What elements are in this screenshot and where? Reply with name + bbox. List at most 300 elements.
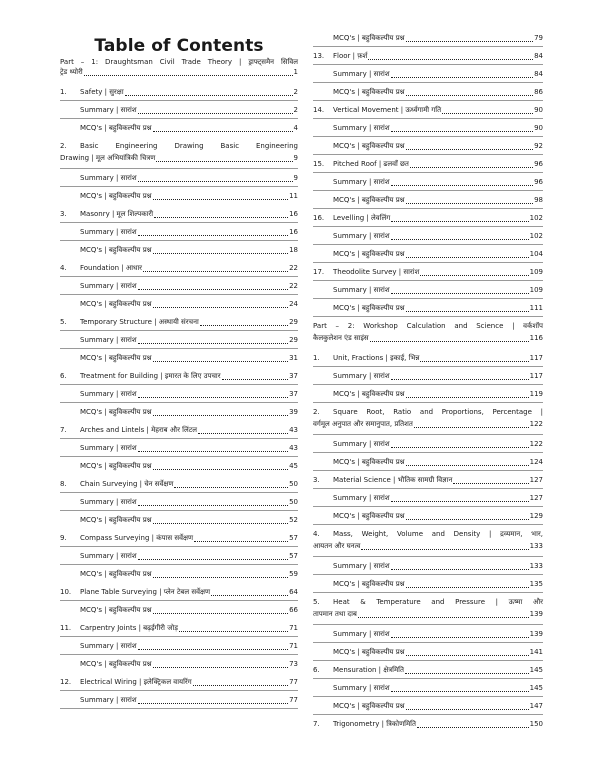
divider	[60, 294, 298, 295]
chapter-number: 17.	[313, 268, 325, 276]
toc-mcq-entry[interactable]	[313, 390, 543, 399]
divider	[313, 154, 543, 155]
part-1-heading[interactable]	[60, 68, 298, 77]
page-number: 50	[289, 498, 298, 506]
page-number: 22	[289, 264, 298, 272]
chapter-title: Levelling | लेवलिंग	[333, 214, 391, 222]
divider	[313, 280, 543, 281]
toc-summary-entry[interactable]	[313, 684, 543, 693]
page-number: 64	[289, 588, 298, 596]
page-number: 116	[529, 334, 543, 342]
chapter-number: 11.	[60, 624, 72, 632]
mcq-label: MCQ's | बहुविकल्पीय प्रश्न	[333, 580, 405, 588]
page-number: 43	[289, 444, 298, 452]
chapter-number: 12.	[60, 678, 72, 686]
divider	[60, 186, 298, 187]
summary-label: Summary | सारांश	[80, 106, 137, 114]
toc-mcq-entry[interactable]	[313, 304, 543, 313]
mcq-label: MCQ's | बहुविकल्पीय प्रश्न	[333, 196, 405, 204]
summary-label: Summary | सारांश	[333, 178, 390, 186]
toc-summary-entry[interactable]	[313, 178, 543, 187]
mcq-label: MCQ's | बहुविकल्पीय प्रश्न	[333, 458, 405, 466]
divider	[313, 262, 543, 263]
page-number: 59	[289, 570, 298, 578]
mcq-label: MCQ's | बहुविकल्पीय प्रश्न	[80, 606, 152, 614]
page-number: 104	[529, 250, 543, 258]
toc-summary-entry[interactable]	[60, 336, 298, 345]
divider	[313, 574, 543, 575]
page-number: 71	[289, 624, 298, 632]
page-number: 37	[289, 372, 298, 380]
page-number: 92	[534, 142, 543, 150]
toc-mcq-entry[interactable]	[60, 354, 298, 363]
chapter-title-line-1[interactable]	[313, 530, 543, 539]
page-number: 9	[293, 154, 298, 162]
mcq-label: MCQ's | बहुविकल्पीय प्रश्न	[80, 354, 152, 362]
toc-chapter[interactable]	[60, 372, 298, 381]
chapter-number: 2.	[60, 142, 67, 150]
divider	[60, 456, 298, 457]
page-number: 133	[529, 542, 543, 550]
divider	[60, 222, 298, 223]
divider	[313, 624, 543, 625]
toc-chapter[interactable]	[60, 678, 298, 687]
divider	[60, 118, 298, 119]
divider	[313, 592, 543, 593]
summary-label: Summary | सारांश	[80, 444, 137, 452]
summary-label: Summary | सारांश	[80, 282, 137, 290]
chapter-number: 6.	[60, 372, 67, 380]
toc-chapter[interactable]	[60, 210, 298, 219]
page-number: 29	[289, 318, 298, 326]
chapter-title: Theodolite Survey | सारांश	[333, 268, 420, 276]
mcq-label: MCQ's | बहुविकल्पीय प्रश्न	[333, 250, 405, 258]
toc-summary-entry[interactable]	[60, 444, 298, 453]
mcq-label: MCQ's | बहुविकल्पीय प्रश्न	[333, 88, 405, 96]
summary-label: Summary | सारांश	[80, 642, 137, 650]
page-number: 24	[289, 300, 298, 308]
chapter-number: 1.	[313, 354, 320, 362]
toc-chapter[interactable]	[313, 106, 543, 115]
toc-mcq-entry[interactable]	[60, 570, 298, 579]
page-number: 96	[534, 178, 543, 186]
divider	[313, 46, 543, 47]
divider	[313, 506, 543, 507]
page-title: Table of Contents	[94, 36, 264, 56]
chapter-number: 5.	[60, 318, 67, 326]
page-number: 109	[529, 286, 543, 294]
toc-summary-entry[interactable]	[313, 372, 543, 381]
summary-label: Summary | सारांश	[80, 390, 137, 398]
page-number: 2	[293, 88, 298, 96]
page-number: 86	[534, 88, 543, 96]
toc-summary-entry[interactable]	[60, 106, 298, 115]
part-2-heading-line-2: कैलकुलेशन एंड साइंस	[313, 334, 369, 342]
toc-summary-entry[interactable]	[60, 390, 298, 399]
toc-summary-entry[interactable]	[313, 630, 543, 639]
chapter-number: 3.	[313, 476, 320, 484]
mcq-label: MCQ's | बहुविकल्पीय प्रश्न	[80, 300, 152, 308]
page-number: 16	[289, 210, 298, 218]
chapter-title: Treatment for Building | इमारत के लिए उपचार	[80, 372, 221, 380]
toc-summary-entry[interactable]	[313, 70, 543, 79]
toc-mcq-entry[interactable]	[313, 648, 543, 657]
page-number: 147	[529, 702, 543, 710]
toc-chapter[interactable]	[313, 268, 543, 277]
toc-summary-entry[interactable]	[313, 232, 543, 241]
summary-label: Summary | सारांश	[80, 174, 137, 182]
divider	[60, 636, 298, 637]
summary-label: Summary | सारांश	[333, 124, 390, 132]
divider	[60, 168, 298, 169]
mcq-label: MCQ's | बहुविकल्पीय प्रश्न	[333, 648, 405, 656]
page-number: 122	[529, 440, 543, 448]
page-number: 84	[534, 70, 543, 78]
chapter-number: 8.	[60, 480, 67, 488]
divider	[60, 348, 298, 349]
toc-mcq-entry[interactable]	[60, 408, 298, 417]
toc-summary-entry[interactable]	[60, 552, 298, 561]
chapter-title: Compass Surveying | कंपास सर्वेक्षण	[80, 534, 194, 542]
divider	[313, 82, 543, 83]
page-number: 129	[529, 512, 543, 520]
divider	[313, 524, 543, 525]
toc-chapter[interactable]	[313, 354, 543, 363]
toc-mcq-entry[interactable]	[313, 458, 543, 467]
divider	[60, 546, 298, 547]
page-number: 71	[289, 642, 298, 650]
divider	[313, 678, 543, 679]
divider	[60, 438, 298, 439]
toc-mcq-entry[interactable]	[60, 246, 298, 255]
chapter-title: Material Science | भौतिक सामग्री विज्ञान	[333, 476, 453, 484]
divider	[60, 690, 298, 691]
toc-chapter[interactable]	[313, 542, 543, 551]
toc-chapter[interactable]	[60, 264, 298, 273]
divider	[313, 470, 543, 471]
chapter-title: Chain Surveying | चेन सर्वेक्षण	[80, 480, 174, 488]
summary-label: Summary | सारांश	[333, 684, 390, 692]
toc-summary-entry[interactable]	[313, 286, 543, 295]
chapter-title: Drawing | मूल अभियांत्रिकी चित्रण	[60, 154, 156, 162]
page-number: 145	[529, 684, 543, 692]
summary-label: Summary | सारांश	[80, 498, 137, 506]
page-number: 50	[289, 480, 298, 488]
page-number: 127	[529, 494, 543, 502]
chapter-number: 1.	[60, 88, 67, 96]
divider	[313, 244, 543, 245]
page-number: 90	[534, 106, 543, 114]
page-number: 31	[289, 354, 298, 362]
toc-chapter[interactable]	[313, 420, 543, 429]
toc-summary-entry[interactable]	[313, 440, 543, 449]
divider	[313, 696, 543, 697]
page-number: 77	[289, 696, 298, 704]
chapter-title: Masonry | मूल शिल्पकारी	[80, 210, 154, 218]
summary-label: Summary | सारांश	[333, 232, 390, 240]
mcq-label: MCQ's | बहुविकल्पीय प्रश्न	[333, 512, 405, 520]
toc-chapter[interactable]	[313, 666, 543, 675]
toc-summary-entry[interactable]	[313, 124, 543, 133]
mcq-label: MCQ's | बहुविकल्पीय प्रश्न	[333, 702, 405, 710]
divider	[60, 240, 298, 241]
mcq-label: MCQ's | बहुविकल्पीय प्रश्न	[80, 124, 152, 132]
page-number: 9	[293, 174, 298, 182]
mcq-label: MCQ's | बहुविकल्पीय प्रश्न	[80, 246, 152, 254]
toc-chapter[interactable]	[60, 588, 298, 597]
toc-summary-entry[interactable]	[60, 174, 298, 183]
page-number: 45	[289, 462, 298, 470]
chapter-number: 15.	[313, 160, 325, 168]
page-number: 150	[529, 720, 543, 728]
toc-summary-entry[interactable]	[313, 562, 543, 571]
toc-chapter[interactable]	[60, 624, 298, 633]
divider	[313, 190, 543, 191]
mcq-label: MCQ's | बहुविकल्पीय प्रश्न	[80, 462, 152, 470]
toc-mcq-entry[interactable]	[60, 192, 298, 201]
chapter-title: Floor | फ़र्श	[333, 52, 368, 60]
divider	[60, 654, 298, 655]
toc-chapter[interactable]	[313, 214, 543, 223]
chapter-title-line-1[interactable]	[313, 598, 543, 607]
chapter-title: Vertical Movement | ऊर्ध्वगामी गति	[333, 106, 442, 114]
chapter-title: वर्गमूल अनुपात और समानुपात, प्रतिशत	[313, 420, 413, 428]
toc-summary-entry[interactable]	[60, 498, 298, 507]
page-number: 84	[534, 52, 543, 60]
toc-chapter[interactable]	[60, 88, 298, 97]
chapter-title: Plane Table Surveying | प्लेन टेबल सर्वेक्षण	[80, 588, 211, 596]
page-number: 29	[289, 336, 298, 344]
divider	[313, 298, 543, 299]
divider	[60, 708, 298, 709]
toc-mcq-entry[interactable]	[313, 702, 543, 711]
page-number: 37	[289, 390, 298, 398]
page-number: 57	[289, 534, 298, 542]
summary-label: Summary | सारांश	[333, 562, 390, 570]
toc-summary-entry[interactable]	[60, 642, 298, 651]
divider	[60, 100, 298, 101]
mcq-label: MCQ's | बहुविकल्पीय प्रश्न	[333, 34, 405, 42]
summary-label: Summary | सारांश	[333, 440, 390, 448]
page-number: 77	[289, 678, 298, 686]
divider	[60, 384, 298, 385]
divider	[313, 384, 543, 385]
chapter-title: Arches and Lintels | मेहराब और लिंटल	[80, 426, 197, 434]
page-number: 135	[529, 580, 543, 588]
page-number: 79	[534, 34, 543, 42]
summary-label: Summary | सारांश	[80, 696, 137, 704]
toc-summary-entry[interactable]	[60, 282, 298, 291]
chapter-title: Pitched Roof | ढलवाँ छत	[333, 160, 409, 168]
summary-label: Summary | सारांश	[333, 286, 390, 294]
divider	[313, 714, 543, 715]
chapter-title: Mensuration | क्षेत्रमिति	[333, 666, 404, 674]
toc-chapter[interactable]	[60, 534, 298, 543]
divider	[313, 642, 543, 643]
divider	[60, 510, 298, 511]
chapter-title: Safety | सुरक्षा	[80, 88, 124, 96]
toc-mcq-entry[interactable]	[60, 660, 298, 669]
divider	[313, 488, 543, 489]
toc-chapter[interactable]	[60, 318, 298, 327]
toc-summary-entry[interactable]	[60, 696, 298, 705]
divider	[313, 226, 543, 227]
chapter-number: 16.	[313, 214, 325, 222]
divider	[60, 492, 298, 493]
page-number: 117	[529, 372, 543, 380]
toc-mcq-entry[interactable]	[60, 516, 298, 525]
chapter-number: 4.	[313, 530, 320, 538]
page-number: 39	[289, 408, 298, 416]
page-number: 57	[289, 552, 298, 560]
mcq-label: MCQ's | बहुविकल्पीय प्रश्न	[80, 660, 152, 668]
toc-summary-entry[interactable]	[60, 228, 298, 237]
part-1-heading-line-2: ट्रेड थ्योरी	[60, 68, 83, 76]
toc-mcq-entry[interactable]	[60, 462, 298, 471]
divider	[313, 452, 543, 453]
page-number: 98	[534, 196, 543, 204]
summary-label: Summary | सारांश	[333, 372, 390, 380]
page-number: 52	[289, 516, 298, 524]
divider	[60, 330, 298, 331]
summary-label: Summary | सारांश	[80, 552, 137, 560]
toc-mcq-entry[interactable]	[60, 606, 298, 615]
mcq-label: MCQ's | बहुविकल्पीय प्रश्न	[333, 390, 405, 398]
page-number: 139	[529, 610, 543, 618]
chapter-number: 4.	[60, 264, 67, 272]
page-number: 16	[289, 228, 298, 236]
summary-label: Summary | सारांश	[80, 336, 137, 344]
toc-mcq-entry[interactable]	[313, 88, 543, 97]
mcq-label: MCQ's | बहुविकल्पीय प्रश्न	[333, 142, 405, 150]
summary-label: Summary | सारांश	[333, 70, 390, 78]
toc-chapter[interactable]	[313, 52, 543, 61]
toc-mcq-entry[interactable]	[313, 196, 543, 205]
toc-mcq-entry[interactable]	[313, 580, 543, 589]
page-number: 22	[289, 282, 298, 290]
part-1-heading-line-1[interactable]: Part – 1: Draughtsman Civil Trade Theory | ड्राफ्ट्समैन सिविल	[60, 58, 298, 66]
page-number: 43	[289, 426, 298, 434]
chapter-title: तापमान तथा दाब	[313, 610, 357, 618]
chapter-title-line-1[interactable]	[313, 408, 543, 417]
page-number: 90	[534, 124, 543, 132]
mcq-label: MCQ's | बहुविकल्पीय प्रश्न	[80, 408, 152, 416]
chapter-number: 9.	[60, 534, 67, 542]
divider	[313, 660, 543, 661]
toc-chapter[interactable]	[60, 426, 298, 435]
divider	[313, 64, 543, 65]
page-number: 11	[289, 192, 298, 200]
divider	[313, 402, 543, 403]
divider	[313, 100, 543, 101]
mcq-label: MCQ's | बहुविकल्पीय प्रश्न	[80, 570, 152, 578]
part-2-heading-line-1[interactable]: Part – 2: Workshop Calculation and Science | वर्कशॉप	[313, 322, 543, 330]
chapter-title: Trigonometry | त्रिकोणमिति	[333, 720, 416, 728]
page-number: 102	[529, 232, 543, 240]
toc-chapter[interactable]	[60, 480, 298, 489]
divider	[60, 600, 298, 601]
divider	[313, 208, 543, 209]
toc-chapter[interactable]	[313, 720, 543, 729]
page-number: 117	[529, 354, 543, 362]
toc-mcq-entry[interactable]	[313, 512, 543, 521]
toc-mcq-entry[interactable]	[313, 34, 543, 43]
page-number: 4	[293, 124, 298, 132]
divider	[313, 118, 543, 119]
divider	[313, 366, 543, 367]
chapter-title: Unit, Fractions | इकाई, भिन्न	[333, 354, 420, 362]
divider	[60, 402, 298, 403]
chapter-title-part: Square Root, Ratio and Proportions, Percentage |	[333, 408, 543, 416]
chapter-number: 3.	[60, 210, 67, 218]
chapter-number: 5.	[313, 598, 320, 606]
summary-label: Summary | सारांश	[333, 630, 390, 638]
page-number: 124	[529, 458, 543, 466]
toc-mcq-entry[interactable]	[60, 300, 298, 309]
chapter-number: 7.	[60, 426, 67, 434]
page-number: 18	[289, 246, 298, 254]
mcq-label: MCQ's | बहुविकल्पीय प्रश्न	[80, 192, 152, 200]
page-number: 119	[529, 390, 543, 398]
divider	[313, 434, 543, 435]
chapter-title: Carpentry Joints | बढ़ईगीरी जोड़	[80, 624, 178, 632]
chapter-title-line-1[interactable]	[60, 142, 298, 151]
chapter-title: Foundation | आधार	[80, 264, 143, 272]
page-number: 96	[534, 160, 543, 168]
toc-mcq-entry[interactable]	[313, 250, 543, 259]
toc-chapter[interactable]	[313, 476, 543, 485]
divider	[313, 556, 543, 557]
mcq-label: MCQ's | बहुविकल्पीय प्रश्न	[333, 304, 405, 312]
divider	[60, 564, 298, 565]
page-number: 1	[293, 68, 298, 76]
toc-chapter[interactable]	[313, 610, 543, 619]
toc-summary-entry[interactable]	[313, 494, 543, 503]
toc-mcq-entry[interactable]	[313, 142, 543, 151]
page-number: 66	[289, 606, 298, 614]
page-number: 2	[293, 106, 298, 114]
divider	[60, 276, 298, 277]
page-number: 139	[529, 630, 543, 638]
chapter-number: 10.	[60, 588, 72, 596]
page-number: 122	[529, 420, 543, 428]
toc-chapter[interactable]	[313, 160, 543, 169]
part-2-heading[interactable]	[313, 334, 543, 343]
chapter-number: 6.	[313, 666, 320, 674]
page-number: 133	[529, 562, 543, 570]
divider	[313, 316, 543, 317]
page-number: 102	[529, 214, 543, 222]
page-number: 73	[289, 660, 298, 668]
chapter-title: आयतन और घनत्व	[313, 542, 361, 550]
page-number: 109	[529, 268, 543, 276]
page-number: 127	[529, 476, 543, 484]
toc-mcq-entry[interactable]	[60, 124, 298, 133]
summary-label: Summary | सारांश	[80, 228, 137, 236]
chapter-title: Temporary Structure | अस्थायी संरचना	[80, 318, 199, 326]
chapter-number: 7.	[313, 720, 320, 728]
chapter-title-part: Heat & Temperature and Pressure | ऊष्मा और	[333, 598, 543, 606]
chapter-title-part: Basic Engineering Drawing Basic Engineering	[80, 142, 298, 150]
chapter-title-part: Mass, Weight, Volume and Density | द्रव्यमान, भार,	[333, 530, 543, 538]
mcq-label: MCQ's | बहुविकल्पीय प्रश्न	[80, 516, 152, 524]
divider	[313, 172, 543, 173]
page-number: 145	[529, 666, 543, 674]
chapter-number: 2.	[313, 408, 320, 416]
chapter-number: 13.	[313, 52, 325, 60]
summary-label: Summary | सारांश	[333, 494, 390, 502]
toc-chapter[interactable]	[60, 154, 298, 163]
